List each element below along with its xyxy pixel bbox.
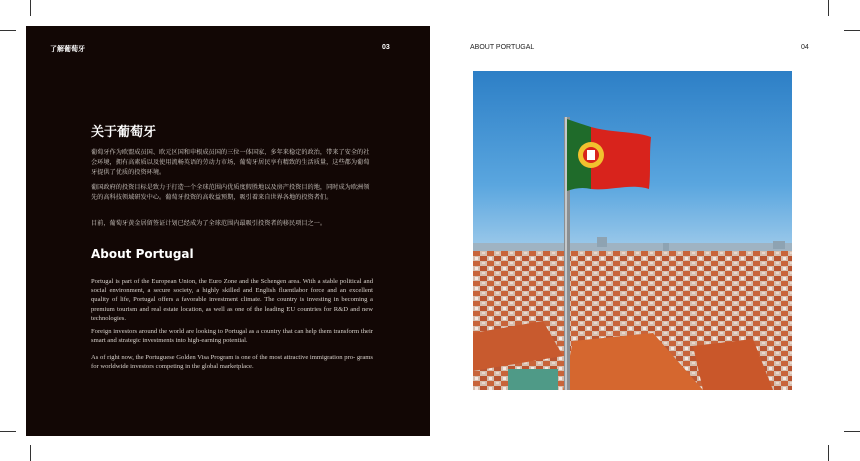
- right-page-number: 04: [801, 44, 809, 51]
- en-paragraph: Foreign investors around the world are looking to Portugal as a country that can help them transform their smart and strategic investments into high-earning potential.: [91, 328, 373, 345]
- zh-paragraph: 葡国政府的投资目标是致力于打造一个全球范围内优质度假胜地以及房产投资目的地，同时成为欧洲领先的高科技领域研发中心。葡萄牙投资的高收益预期，吸引着来自世界各地的投资者们。: [91, 184, 370, 201]
- crop-mark: [30, 0, 31, 16]
- section-title: 了解葡萄牙: [50, 46, 85, 53]
- en-heading: About Portugal: [91, 247, 194, 261]
- page-number: 03: [382, 44, 390, 51]
- crop-mark: [844, 431, 860, 432]
- right-page-header-title: ABOUT PORTUGAL: [470, 44, 535, 51]
- crop-mark: [0, 431, 16, 432]
- en-paragraph: Portugal is part of the European Union, the Euro Zone and the Schengen area. With a stable political and social environment, a secure society, a highly skilled and English fluentlabor force and an excellent quality of life, Portugal offers a favorable investment climate. The country is investing in becoming a premium tourism and real estate location, as well as one of the leading EU countries for R&D and new technologies.: [91, 278, 373, 322]
- crop-mark: [828, 0, 829, 16]
- zh-heading: 关于葡萄牙: [91, 125, 157, 140]
- crop-mark: [30, 445, 31, 461]
- en-paragraph: As of right now, the Portuguese Golden Visa Program is one of the most attractive immigration pro- grams for worldwide investors competing in the global marketplace.: [91, 354, 373, 371]
- crop-mark: [828, 445, 829, 461]
- zh-paragraph: 目前，葡萄牙黄金居留签证计划已经成为了全球范围内最吸引投资者的移民项目之一。: [91, 220, 327, 227]
- portugal-flag-photo: [473, 71, 792, 390]
- photo-illustration: [473, 71, 792, 390]
- crop-mark: [0, 30, 16, 31]
- zh-paragraph: 葡萄牙作为欧盟成员国、欧元区国和申根成员国的三位一体国家，多年来稳定的政治，带来了安全的社会环境，拥有高素质以及使用流畅英语的劳动力市场，葡萄牙居民享有精致的生活质量，这些都为葡萄牙提供了优质的投资环境。: [91, 149, 370, 176]
- crop-mark: [844, 30, 860, 31]
- left-page: [26, 26, 430, 436]
